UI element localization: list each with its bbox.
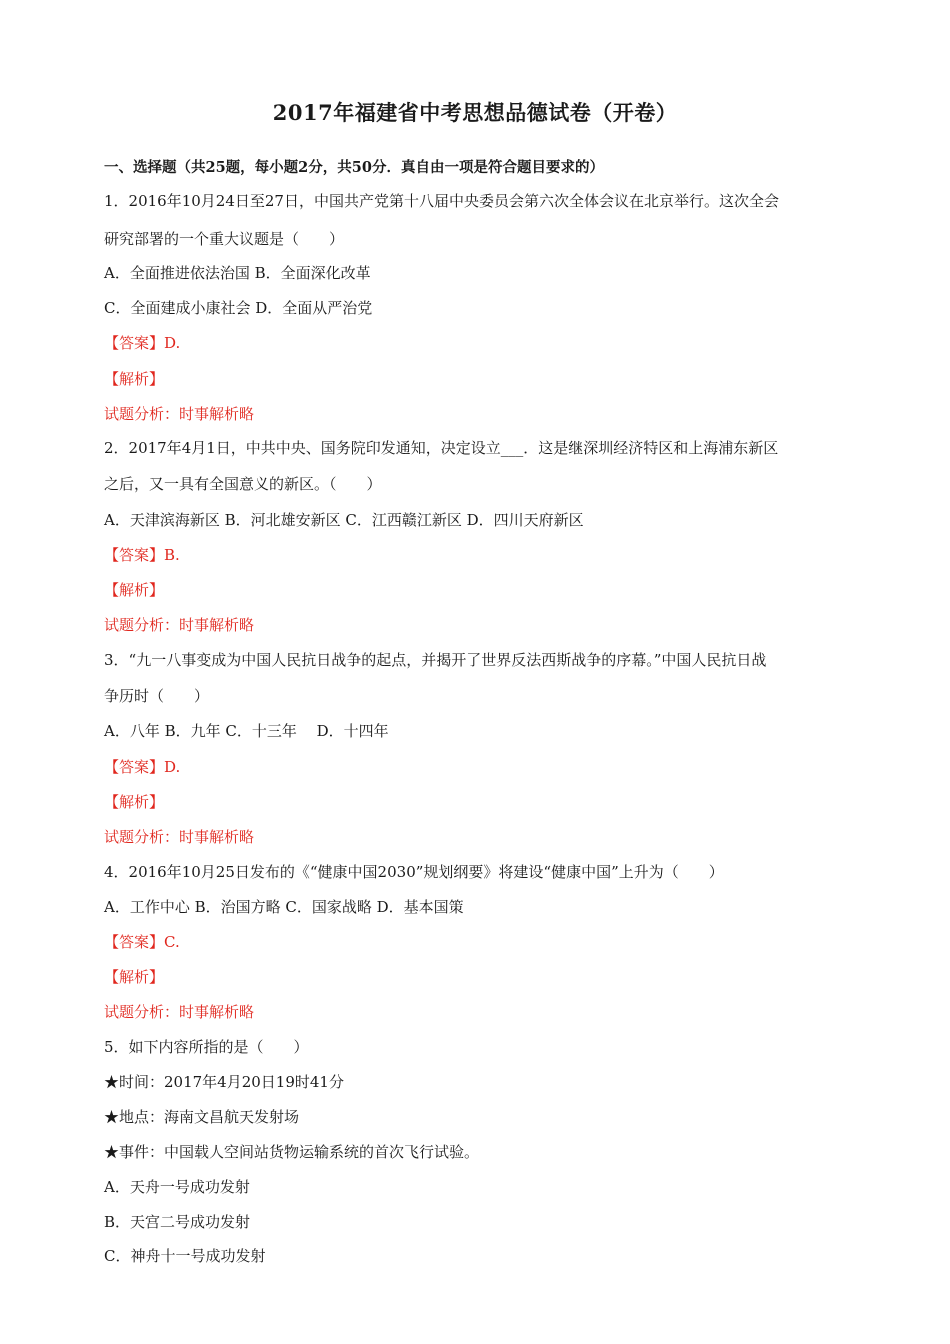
q1-analysis: 试题分析：时事解析略 bbox=[104, 405, 255, 423]
q5-option-a: A．天舟一号成功发射 bbox=[104, 1178, 250, 1196]
q3-stem-line-1: 3．“九一八事变成为中国人民抗日战争的起点，并揭开了世界反法西斯战争的序幕。”中国人民抗日战 bbox=[104, 651, 767, 669]
q2-stem-line-1: 2．2017年4月1日，中共中央、国务院印发通知，决定设立___．这是继深圳经济特区和上海浦东新区 bbox=[104, 439, 779, 457]
q1-answer: 【答案】D. bbox=[104, 334, 181, 352]
q3-options-line-1: A．八年 B．九年 C．十三年 D．十四年 bbox=[104, 722, 389, 740]
q5-option-c: C．神舟十一号成功发射 bbox=[104, 1247, 266, 1265]
q5-stem-line-1: 5．如下内容所指的是（ ） bbox=[104, 1038, 309, 1056]
q5-info-event: ★事件：中国载人空间站货物运输系统的首次飞行试验。 bbox=[104, 1143, 480, 1161]
q2-analysis-label: 【解析】 bbox=[104, 581, 165, 599]
q3-stem-line-2: 争历时（ ） bbox=[104, 687, 210, 705]
q1-analysis-label: 【解析】 bbox=[104, 370, 165, 388]
q2-analysis: 试题分析：时事解析略 bbox=[104, 616, 255, 634]
q3-analysis-label: 【解析】 bbox=[104, 793, 165, 811]
q5-info-time: ★时间：2017年4月20日19时41分 bbox=[104, 1073, 344, 1091]
q4-analysis: 试题分析：时事解析略 bbox=[104, 1003, 255, 1021]
q1-options-line-2: C．全面建成小康社会 D．全面从严治党 bbox=[104, 299, 373, 317]
q1-stem-line-2: 研究部署的一个重大议题是（ ） bbox=[104, 230, 345, 248]
q5-option-b: B．天宫二号成功发射 bbox=[104, 1213, 251, 1231]
q5-info-location: ★地点：海南文昌航天发射场 bbox=[104, 1108, 300, 1126]
q2-options-line-1: A．天津滨海新区 B．河北雄安新区 C．江西赣江新区 D．四川天府新区 bbox=[104, 511, 584, 529]
q4-answer: 【答案】C. bbox=[104, 933, 180, 951]
q1-options-line-1: A．全面推进依法治国 B．全面深化改革 bbox=[104, 264, 371, 282]
section-heading: 一、选择题（共25题，每小题2分，共50分．真自由一项是符合题目要求的） bbox=[104, 159, 604, 176]
q4-options-line-1: A．工作中心 B．治国方略 C．国家战略 D．基本国策 bbox=[104, 898, 464, 916]
q2-answer: 【答案】B. bbox=[104, 546, 180, 564]
q2-stem-line-2: 之后，又一具有全国意义的新区。（ ） bbox=[104, 475, 382, 493]
q4-stem-line-1: 4．2016年10月25日发布的《“健康中国2030”规划纲要》将建设“健康中国”上升为（ ） bbox=[104, 863, 724, 881]
page-title: 2017年福建省中考思想品德试卷（开卷） bbox=[272, 100, 678, 125]
q3-answer: 【答案】D. bbox=[104, 758, 181, 776]
q4-analysis-label: 【解析】 bbox=[104, 968, 165, 986]
q1-stem-line-1: 1．2016年10月24日至27日，中国共产党第十八届中央委员会第六次全体会议在北京举行。这次全会 bbox=[104, 192, 779, 210]
q3-analysis: 试题分析：时事解析略 bbox=[104, 828, 255, 846]
